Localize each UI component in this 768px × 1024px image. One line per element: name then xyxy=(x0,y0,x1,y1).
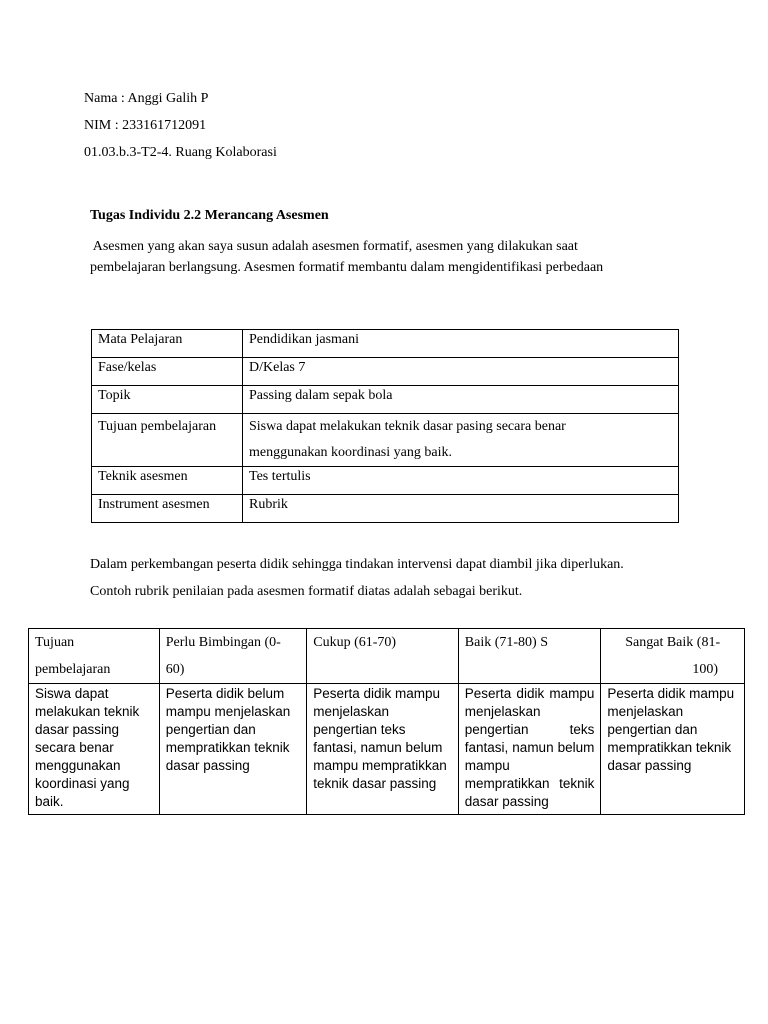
document-title: Tugas Individu 2.2 Merancang Asesmen xyxy=(90,208,329,223)
rubric-table xyxy=(28,628,745,815)
header-line: Tujuan xyxy=(35,635,75,650)
header-line: Perlu Bimbingan (0- xyxy=(165,635,281,650)
header-line: pembelajaran xyxy=(35,662,111,677)
ref-line: 01.03.b.3-T2-4. Ruang Kolaborasi xyxy=(84,145,277,160)
rubric-header-baik: Baik (71-80) S xyxy=(458,629,601,684)
nim-line: NIM : 233161712091 xyxy=(84,118,207,133)
intro-line-2: pembelajaran berlangsung. Asesmen formatif membantu dalam mengidentifikasi perbedaan xyxy=(90,260,604,275)
info-label: Mata Pelajaran xyxy=(92,330,243,358)
rubric-header-sangat-baik xyxy=(601,629,745,684)
rubric-header-row xyxy=(29,629,745,684)
rubric-body-row xyxy=(29,684,745,815)
header-line: 60) xyxy=(165,662,185,677)
mid-line-2: Contoh rubrik penilaian pada asesmen formatif diatas adalah sebagai berikut. xyxy=(90,584,523,599)
table-row xyxy=(92,467,679,495)
rubric-cell-perlu-bimbingan: Peserta didik belum mampu menjelaskan pengertian dan mempratikkan teknik dasar passing xyxy=(159,684,307,815)
rubric-cell-baik: Peserta didik mampu menjelaskan pengertian teks fantasi, namun belum mampu mempratikkan teknik dasar passing xyxy=(458,684,601,815)
info-label: Teknik asesmen xyxy=(92,467,243,495)
table-row xyxy=(92,358,679,386)
rubric-header-perlu-bimbingan xyxy=(159,629,307,684)
info-value-line: menggunakan koordinasi yang baik. xyxy=(249,445,452,460)
intro-line-1: Asesmen yang akan saya susun adalah asesmen formatif, asesmen yang dilakukan saat xyxy=(90,239,578,254)
info-value: Pendidikan jasmani xyxy=(243,330,679,358)
info-label: Tujuan pembelajaran xyxy=(92,414,243,467)
info-value: Tes tertulis xyxy=(243,467,679,495)
rubric-header-cukup: Cukup (61-70) xyxy=(307,629,459,684)
info-value xyxy=(243,414,679,467)
nama-line: Nama : Anggi Galih P xyxy=(84,91,209,106)
rubric-cell-cukup: Peserta didik mampu menjelaskan pengertian teks fantasi, namun belum mampu mempratikkan teknik dasar passing xyxy=(307,684,459,815)
info-table xyxy=(91,329,679,523)
rubric-header-tujuan xyxy=(29,629,160,684)
table-row xyxy=(92,495,679,523)
rubric-cell-tujuan: Siswa dapat melakukan teknik dasar passing secara benar menggunakan koordinasi yang baik. xyxy=(29,684,160,815)
table-row xyxy=(92,386,679,414)
table-row xyxy=(92,414,679,467)
info-label: Instrument asesmen xyxy=(92,495,243,523)
header-line: Sangat Baik (81- xyxy=(625,635,721,650)
info-value-line: Siswa dapat melakukan teknik dasar pasing secara benar xyxy=(249,419,566,434)
mid-line-1: Dalam perkembangan peserta didik sehingga tindakan intervensi dapat diambil jika diperlukan. xyxy=(90,557,624,572)
table-row xyxy=(92,330,679,358)
info-value: Rubrik xyxy=(243,495,679,523)
info-label: Topik xyxy=(92,386,243,414)
rubric-cell-sangat-baik: Peserta didik mampu menjelaskan pengertian dan mempratikkan teknik dasar passing xyxy=(601,684,745,815)
info-label: Fase/kelas xyxy=(92,358,243,386)
info-value: D/Kelas 7 xyxy=(243,358,679,386)
header-line: 100) xyxy=(692,662,718,677)
info-value: Passing dalam sepak bola xyxy=(243,386,679,414)
